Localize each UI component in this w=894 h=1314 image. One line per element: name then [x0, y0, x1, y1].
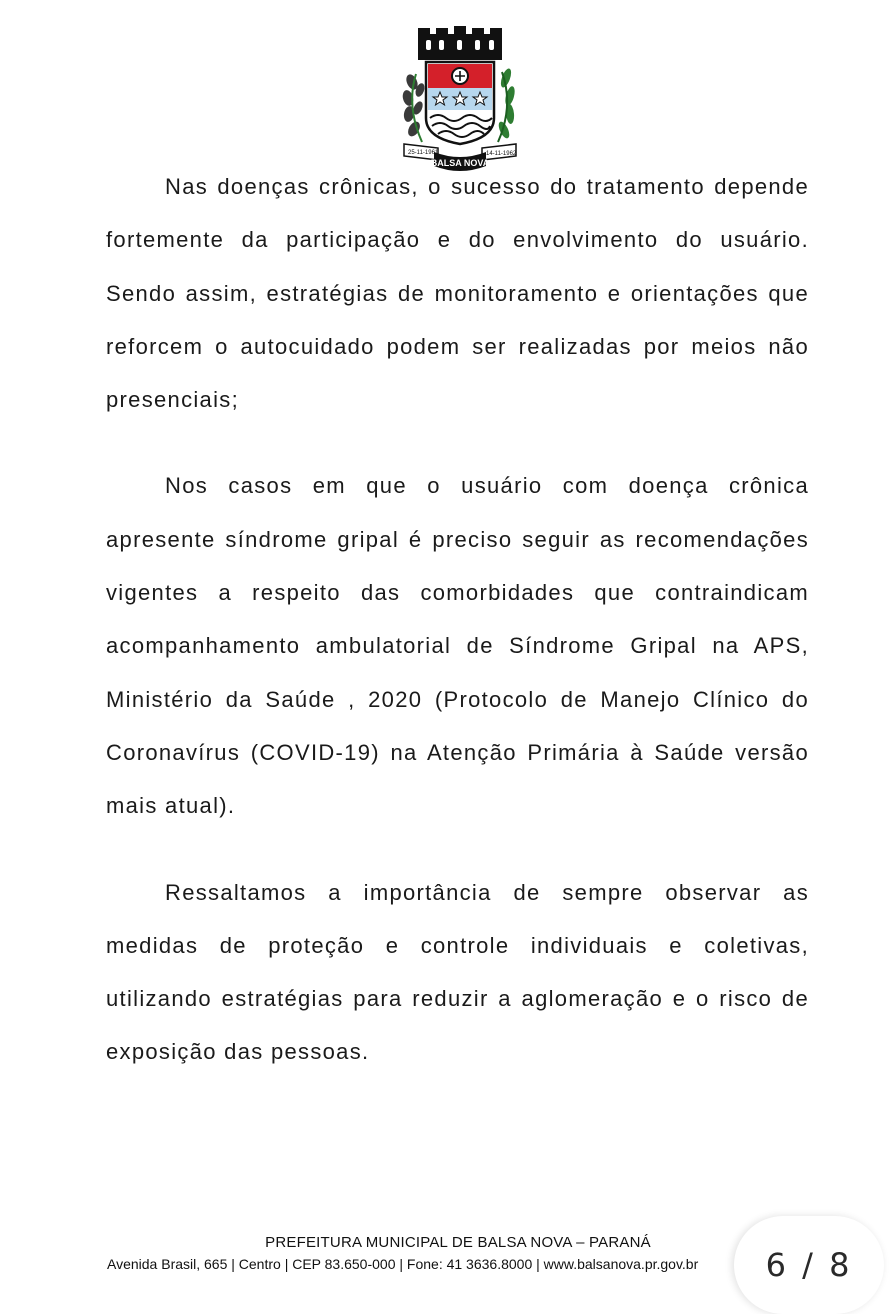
crest-right-date: 14-11-1962 [486, 151, 517, 157]
document-body [106, 160, 809, 1112]
page-indicator[interactable]: 6 / 8 [734, 1216, 884, 1314]
municipal-coat-of-arms-icon [398, 26, 522, 172]
crest-left-date: 25-11-1961 [408, 150, 439, 156]
footer-address: Avenida Brasil, 665 | Centro | CEP 83.650-000 | Fone: 41 3636.8000 | www.balsanova.pr.gov.br [107, 1256, 699, 1272]
paragraph-flu-syndrome: Nos casos em que o usuário com doença crônica apresente síndrome gripal é preciso seguir as recomendações vigentes a respeito das comorbidades que contraindicam acompanhamento ambulatorial de Síndrome Gripal na APS, Ministério da Saúde , 2020 (Protocolo de Manejo Clínico do Coronavírus (COVID-19) na Atenção Primária à Saúde versão mais atual). [106, 473, 809, 819]
paragraph-protection-measures: Ressaltamos a importância de sempre observar as medidas de proteção e controle individuais e coletivas, utilizando estratégias para reduzir a aglomeração e o risco de exposição das pessoas. [106, 879, 809, 1065]
paragraph-chronic-diseases: Nas doenças crônicas, o sucesso do tratamento depende fortemente da participação e do envolvimento do usuário. Sendo assim, estratégias de monitoramento e orientações que reforcem o autocuidado podem ser realizadas por meios não presenciais; [106, 174, 809, 413]
crest-ribbon-text: BALSA NOVA [430, 158, 490, 168]
footer-title: PREFEITURA MUNICIPAL DE BALSA NOVA – PARANÁ [265, 1234, 651, 1251]
